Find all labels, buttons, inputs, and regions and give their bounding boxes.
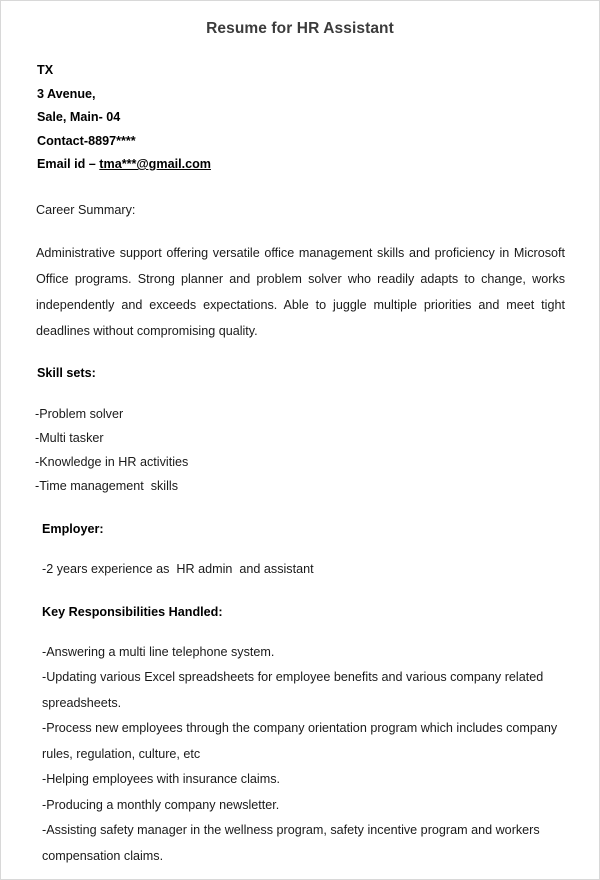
contact-line-street: 3 Avenue, bbox=[37, 86, 96, 101]
contact-line-phone: Contact-8897**** bbox=[37, 133, 136, 148]
skill-sets-heading: Skill sets: bbox=[37, 365, 96, 380]
list-item: -Time management skills bbox=[35, 478, 179, 493]
list-item: -Multi tasker bbox=[35, 430, 104, 445]
employer-heading: Employer: bbox=[42, 521, 104, 536]
list-item: -Producing a monthly company newsletter. bbox=[42, 797, 280, 812]
career-summary-body: Administrative support offering versatile office management skills and proficiency in Microsoft Office programs. Strong planner and problem solver who readily adapts to change, works independently and exceeds expectations. Able to juggle multiple priorities and meet tight deadlines without compromising quality. bbox=[36, 245, 565, 338]
contact-line-city: Sale, Main- 04 bbox=[37, 110, 121, 124]
career-summary-label: Career Summary: bbox=[36, 202, 136, 217]
skill-sets-list bbox=[1, 402, 599, 498]
responsibilities-heading: Key Responsibilities Handled: bbox=[42, 604, 223, 619]
list-item: -Updating various Excel spreadsheets for employee benefits and various company related spreadsheets. bbox=[42, 670, 544, 710]
list-item: -Assisting safety manager in the wellness program, safety incentive program and workers compensation claims. bbox=[42, 823, 540, 863]
contact-line-state: TX bbox=[37, 63, 54, 77]
list-item: -2 years experience as HR admin and assistant bbox=[42, 561, 314, 576]
email-label: Email id – bbox=[37, 157, 100, 171]
list-item: -Process new employees through the company orientation program which includes company rules, regulation, culture, etc bbox=[42, 721, 558, 761]
list-item: -Knowledge in HR activities bbox=[35, 454, 189, 469]
page-title: Resume for HR Assistant bbox=[206, 20, 394, 37]
email-link[interactable]: tma***@gmail.com bbox=[99, 157, 211, 171]
employer-list bbox=[1, 557, 599, 581]
list-item: -Helping employees with insurance claims. bbox=[42, 772, 280, 786]
list-item: -Answering a multi line telephone system. bbox=[42, 644, 275, 659]
list-item: -Problem solver bbox=[35, 406, 124, 421]
responsibilities-list bbox=[1, 640, 599, 870]
contact-line-email bbox=[37, 153, 599, 177]
contact-block bbox=[1, 59, 599, 177]
